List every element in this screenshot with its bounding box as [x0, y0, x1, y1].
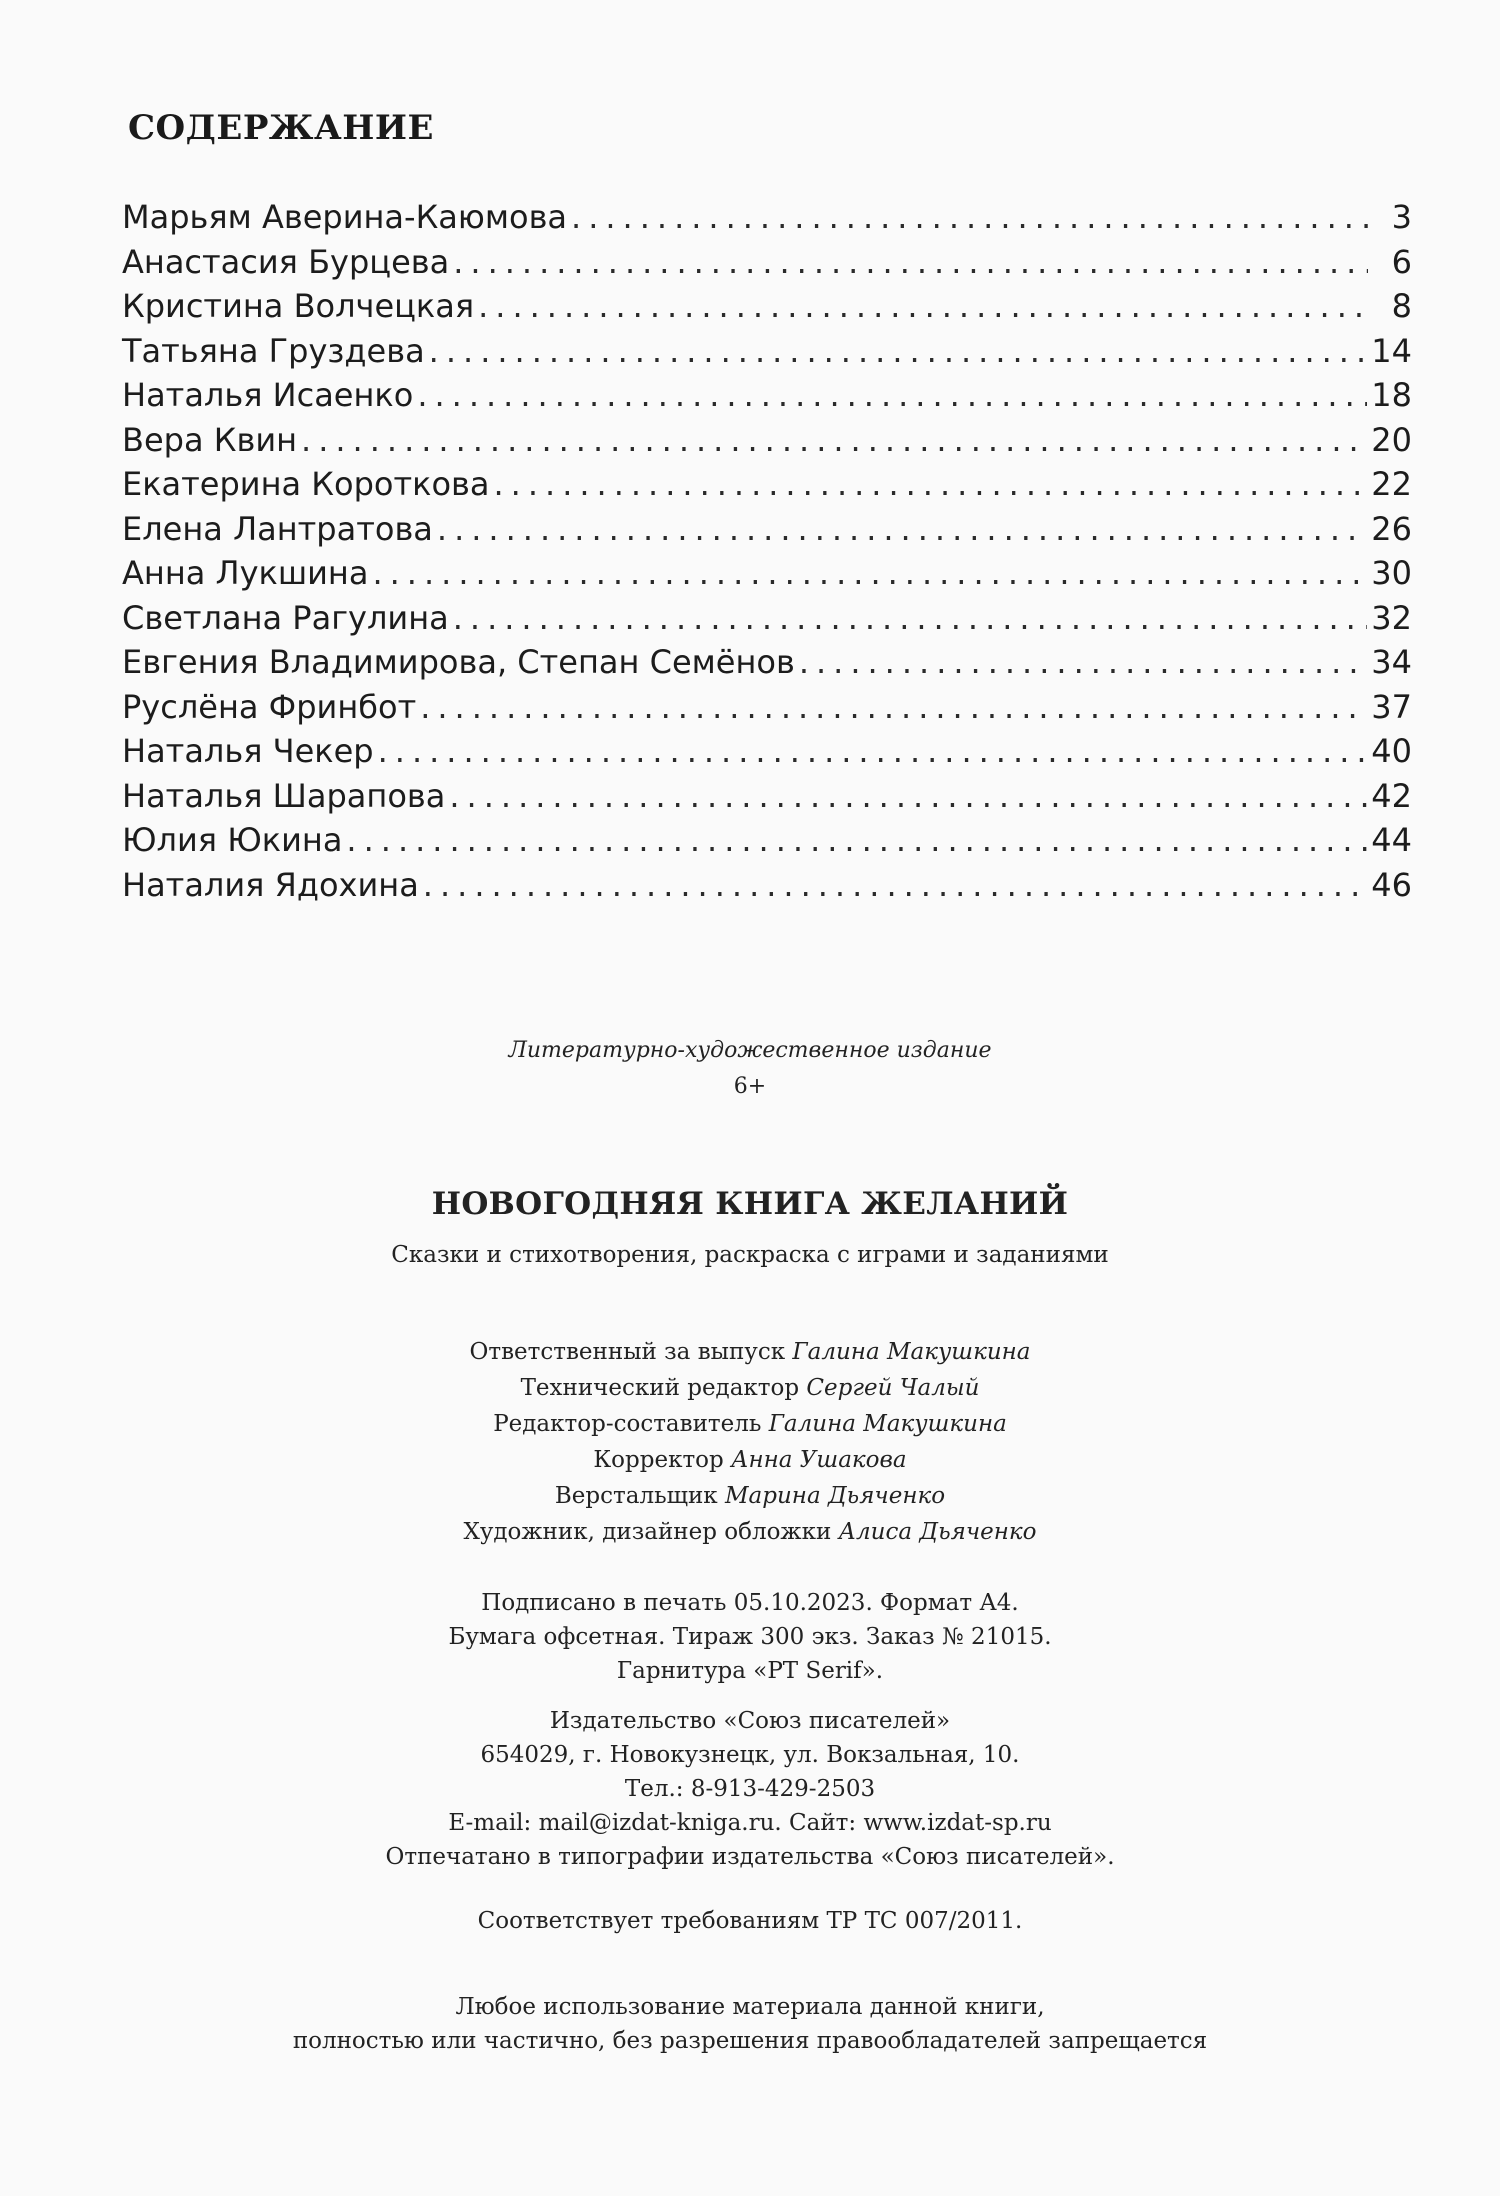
copyright-line: полностью или частично, без разрешения правообладателей запрещается [292, 2028, 1208, 2054]
toc-author: Марьям Аверина-Каюмова [122, 198, 568, 236]
credits-block [0, 1334, 1500, 1550]
book-title: НОВОГОДНЯЯ КНИГА ЖЕЛАНИЙ [431, 1186, 1069, 1222]
credit-line [0, 1442, 1500, 1478]
toc-entry [122, 287, 1412, 332]
toc-title: СОДЕРЖАНИЕ [128, 108, 434, 148]
credit-line [0, 1370, 1500, 1406]
credit-role: Корректор [593, 1447, 724, 1473]
toc-leader [494, 465, 1368, 503]
toc-author: Евгения Владимирова, Степан Семёнов [122, 643, 795, 681]
toc-entry [122, 821, 1412, 866]
toc-page-number: 44 [1371, 821, 1412, 859]
toc-entry [122, 599, 1412, 644]
credit-line [0, 1334, 1500, 1370]
credit-role: Художник, дизайнер обложки [463, 1519, 832, 1545]
toc-leader [417, 376, 1367, 414]
toc-leader [571, 198, 1368, 236]
credit-role: Верстальщик [554, 1483, 718, 1509]
toc-page-number: 18 [1371, 376, 1412, 414]
print-info-line: Гарнитура «PT Serif». [616, 1658, 884, 1684]
toc-leader [301, 421, 1367, 459]
toc-leader [423, 866, 1367, 904]
toc-entry [122, 688, 1412, 733]
credit-role: Технический редактор [520, 1375, 800, 1401]
publisher-block [0, 1704, 1500, 1874]
toc-page-number: 32 [1371, 598, 1412, 637]
publisher-line: Тел.: 8-913-429-2503 [624, 1776, 876, 1802]
toc-author: Наталья Чекер [122, 732, 374, 770]
toc-leader [453, 243, 1368, 281]
toc-author: Светлана Рагулина [122, 598, 449, 637]
toc-page-number: 22 [1371, 465, 1412, 503]
toc-author: Руслёна Фринбот [122, 687, 417, 726]
toc-page-number: 14 [1371, 331, 1412, 370]
toc-leader [799, 643, 1367, 681]
toc-page-number: 8 [1391, 287, 1412, 325]
print-info-block [0, 1586, 1500, 1688]
toc-page-number: 3 [1391, 198, 1412, 236]
toc-author: Екатерина Короткова [122, 465, 490, 503]
toc-entry [122, 777, 1412, 822]
toc-entry [122, 554, 1412, 599]
toc-page-number: 37 [1371, 687, 1412, 726]
print-info-line: Подписано в печать 05.10.2023. Формат А4. [481, 1590, 1019, 1616]
toc-entry [122, 866, 1412, 911]
publisher-line: E-mail: mail@izdat-kniga.ru. Сайт: www.izdat-sp.ru [448, 1810, 1052, 1836]
copyright-line: Любое использование материала данной книги, [455, 1994, 1045, 2020]
toc-entry [122, 510, 1412, 555]
publisher-line: 654029, г. Новокузнецк, ул. Вокзальная, 10. [480, 1742, 1020, 1768]
toc-entry [122, 376, 1412, 421]
toc-page-number: 34 [1371, 643, 1412, 681]
copyright-notice [0, 1990, 1500, 2058]
credit-person: Алиса Дьяченко [838, 1519, 1037, 1545]
toc-leader [449, 777, 1367, 815]
credit-line [0, 1514, 1500, 1550]
book-subtitle: Сказки и стихотворения, раскраска с играми и заданиями [391, 1242, 1109, 1268]
toc-author: Кристина Волчецкая [122, 287, 475, 325]
credit-person: Сергей Чалый [806, 1375, 980, 1401]
toc-author: Вера Квин [122, 420, 298, 459]
compliance-note: Соответствует требованиям ТР ТС 007/2011. [477, 1908, 1023, 1934]
toc-entry [122, 243, 1412, 288]
toc-page-number: 40 [1371, 732, 1412, 770]
toc-author: Татьяна Груздева [122, 331, 425, 370]
toc-author: Наталья Шарапова [122, 776, 446, 815]
toc-author: Анна Лукшина [122, 554, 369, 592]
credit-person: Анна Ушакова [731, 1447, 907, 1473]
toc-page-number: 26 [1371, 509, 1412, 548]
toc-author: Наталия Ядохина [122, 865, 419, 904]
credit-person: Галина Макушкина [792, 1339, 1031, 1365]
toc-author: Елена Лантратова [122, 509, 433, 548]
toc-leader [478, 287, 1368, 325]
toc-page-number: 42 [1371, 776, 1412, 815]
toc-entry [122, 198, 1412, 243]
credit-role: Редактор-составитель [493, 1411, 762, 1437]
toc-leader [378, 732, 1368, 770]
toc-leader [429, 332, 1368, 370]
print-info-line: Бумага офсетная. Тираж 300 экз. Заказ № 21015. [448, 1624, 1052, 1650]
toc-entry [122, 332, 1412, 377]
publisher-line: Отпечатано в типографии издательства «Союз писателей». [385, 1844, 1115, 1870]
toc-page-number: 20 [1371, 420, 1412, 459]
toc-page-number: 6 [1391, 242, 1412, 281]
toc-entry [122, 421, 1412, 466]
credit-role: Ответственный за выпуск [469, 1339, 786, 1365]
toc-author: Анастасия Бурцева [122, 242, 450, 281]
toc-leader [346, 821, 1367, 859]
credit-line [0, 1406, 1500, 1442]
toc-entry [122, 643, 1412, 688]
credit-person: Галина Макушкина [768, 1411, 1007, 1437]
edition-type: Литературно-художественное издание [508, 1038, 992, 1063]
publisher-line: Издательство «Союз писателей» [549, 1708, 951, 1734]
table-of-contents [122, 198, 1412, 910]
toc-entry [122, 465, 1412, 510]
toc-entry [122, 732, 1412, 777]
toc-leader [453, 599, 1368, 637]
toc-page-number: 46 [1371, 865, 1412, 904]
toc-author: Наталья Исаенко [122, 376, 414, 414]
toc-leader [420, 688, 1367, 726]
credit-person: Марина Дьяченко [725, 1483, 946, 1509]
credit-line [0, 1478, 1500, 1514]
age-rating: 6+ [733, 1074, 767, 1099]
toc-page-number: 30 [1371, 554, 1412, 592]
toc-author: Юлия Юкина [122, 821, 343, 859]
toc-leader [437, 510, 1367, 548]
toc-leader [372, 554, 1367, 592]
